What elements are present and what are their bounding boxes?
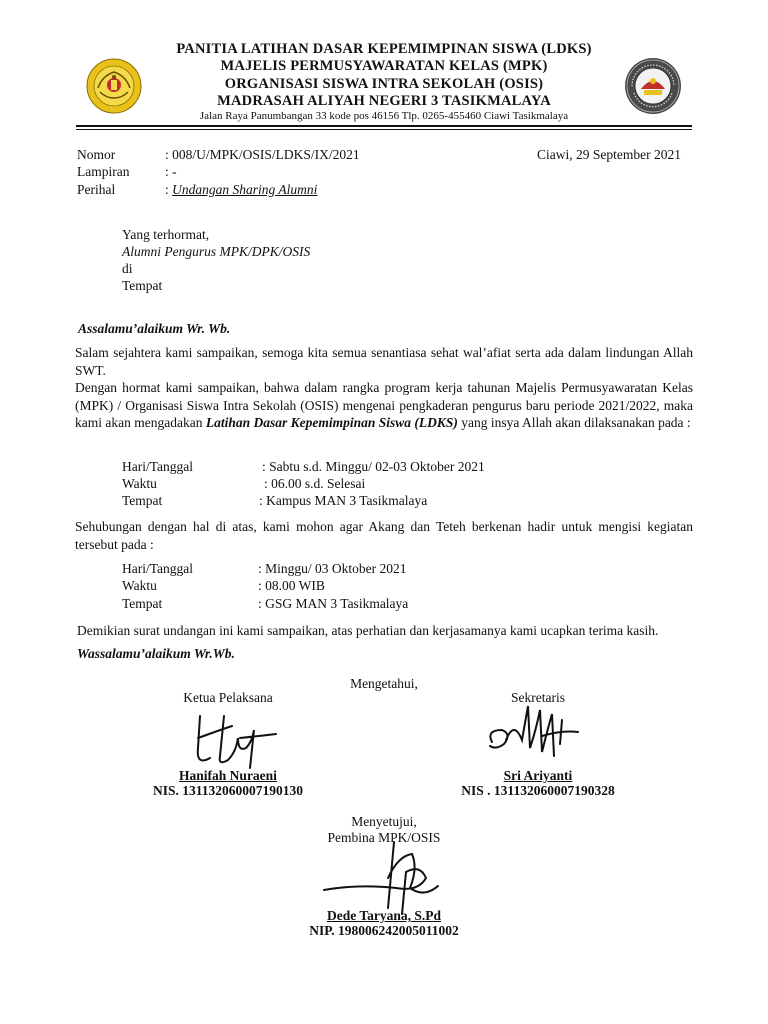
recipient-di: di bbox=[122, 261, 133, 276]
header-line-4: MADRASAH ALIYAH NEGERI 3 TASIKMALAYA bbox=[217, 93, 551, 109]
recipient-place: Tempat bbox=[122, 278, 163, 293]
event1-value-place: : Kampus MAN 3 Tasikmalaya bbox=[259, 493, 428, 508]
nomor-label: Nomor bbox=[77, 147, 116, 162]
event1-value-time: : 06.00 s.d. Selesai bbox=[264, 476, 366, 491]
paragraph-1: Salam sejahtera kami sampaikan, semoga kita semua senantiasa sehat wal’afiat serta ada dalam lindungan Allah SWT. bbox=[75, 345, 693, 378]
closing-sentence: Demikian surat undangan ini kami sampaikan, atas perhatian dan kerjasamanya kami ucapkan terima kasih. bbox=[77, 623, 659, 638]
event2-label-time: Waktu bbox=[122, 578, 157, 593]
event2-value-place: : GSG MAN 3 Tasikmalaya bbox=[258, 596, 409, 611]
event2-label-date: Hari/Tanggal bbox=[122, 561, 194, 576]
perihal-colon: : bbox=[165, 182, 173, 197]
left-signer-id: NIS. 131132060007190130 bbox=[152, 783, 304, 798]
lampiran-value: : - bbox=[165, 164, 177, 179]
event2-value-time: : 08.00 WIB bbox=[258, 578, 325, 593]
salam-open: Assalamu’alaikum Wr. Wb. bbox=[78, 321, 231, 336]
recipient-name: Alumni Pengurus MPK/DPK/OSIS bbox=[122, 244, 311, 259]
event1-label-place: Tempat bbox=[122, 493, 163, 508]
bottom-signature bbox=[318, 838, 448, 918]
right-signer-role: Sekretaris bbox=[511, 690, 565, 705]
left-signature bbox=[180, 708, 280, 774]
recipient-greeting: Yang terhormat, bbox=[122, 227, 210, 242]
salam-close: Wassalamu’alaikum Wr.Wb. bbox=[77, 646, 235, 661]
perihal-row bbox=[165, 181, 317, 198]
menyetujui-label: Menyetujui, bbox=[351, 814, 417, 829]
paragraph-2-emphasis: Latihan Dasar Kepemimpinan Siswa (LDKS) bbox=[205, 415, 458, 430]
header-line-1: PANITIA LATIHAN DASAR KEPEMIMPINAN SISWA (LDKS) bbox=[176, 41, 592, 57]
header-rule-thin bbox=[76, 129, 692, 130]
event2-label-place: Tempat bbox=[122, 596, 163, 611]
bottom-signer-name: Dede Taryana, S.Pd bbox=[326, 908, 442, 923]
mengetahui-label: Mengetahui, bbox=[350, 676, 418, 691]
left-signer-name: Hanifah Nuraeni bbox=[179, 768, 277, 783]
nomor-value: : 008/U/MPK/OSIS/LDKS/IX/2021 bbox=[165, 147, 360, 162]
bottom-signer-id: NIP. 198006242005011002 bbox=[309, 923, 459, 938]
bottom-signer-role: Pembina MPK/OSIS bbox=[327, 830, 441, 845]
lampiran-label: Lampiran bbox=[77, 164, 130, 179]
event1-label-time: Waktu bbox=[122, 476, 157, 491]
right-signer-id: NIS . 131132060007190328 bbox=[461, 783, 615, 798]
header-line-3: ORGANISASI SISWA INTRA SEKOLAH (OSIS) bbox=[224, 76, 544, 92]
header-line-2: MAJELIS PERMUSYAWARATAN KELAS (MPK) bbox=[220, 58, 548, 74]
event2-value-date: : Minggu/ 03 Oktober 2021 bbox=[258, 561, 407, 576]
paragraph-2-end: yang insya Allah akan dilaksanakan pada : bbox=[457, 415, 691, 430]
place-date: Ciawi, 29 September 2021 bbox=[537, 147, 681, 162]
header-address: Jalan Raya Panumbangan 33 kode pos 46156 Tlp. 0265-455460 Ciawi Tasikmalaya bbox=[199, 110, 569, 122]
event1-label-date: Hari/Tanggal bbox=[122, 459, 194, 474]
right-signer-name: Sri Ariyanti bbox=[503, 768, 573, 783]
perihal-label: Perihal bbox=[77, 182, 116, 197]
paragraph-2-start: Dengan hormat kami sampaikan, bahwa dalam rangka program kerja tahunan Majelis Permusyawaratan Kelas (MPK) / Organisasi Siswa Intra Sekolah (OSIS) mengenai pengkaderan pengurus baru periode 2021/2022, maka kami akan mengadakan bbox=[75, 380, 693, 430]
right-signature bbox=[482, 700, 592, 768]
left-signer-role: Ketua Pelaksana bbox=[183, 690, 273, 705]
paragraph-3: Sehubungan dengan hal di atas, kami mohon agar Akang dan Teteh berkenan hadir untuk mengisi kegiatan tersebut pada : bbox=[75, 519, 693, 552]
paragraph-2 bbox=[75, 379, 693, 432]
header-rule-thick bbox=[76, 125, 692, 127]
event1-value-date: : Sabtu s.d. Minggu/ 02-03 Oktober 2021 bbox=[262, 459, 485, 474]
perihal-value: Undangan Sharing Alumni bbox=[172, 182, 318, 197]
